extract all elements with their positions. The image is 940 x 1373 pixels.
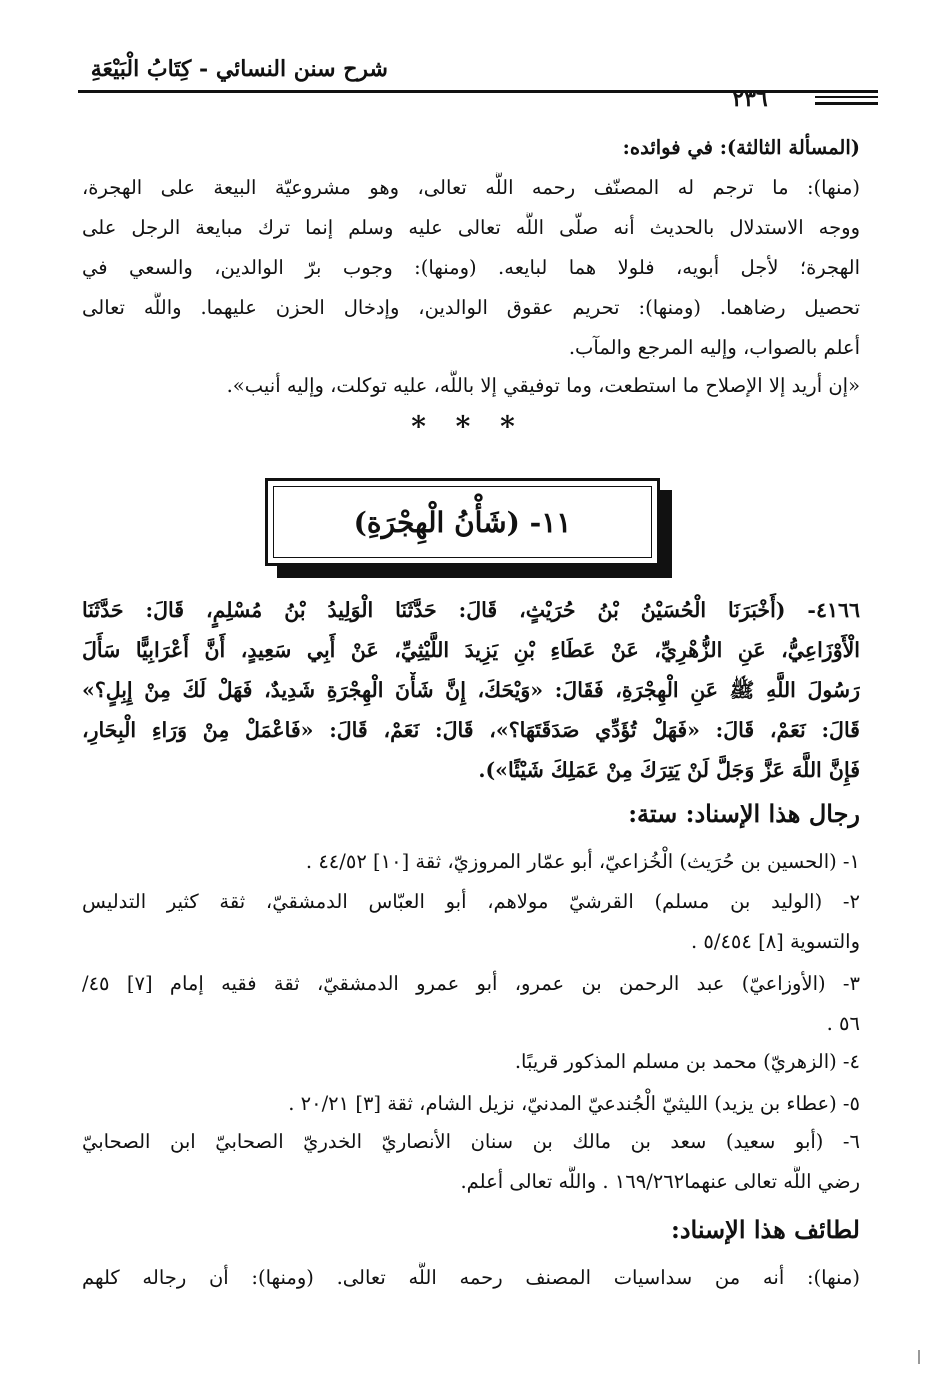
narrators-heading: رجال هذا الإسناد: ستة: (628, 799, 860, 828)
paragraph-line: تحصيل رضاهما. (ومنها): تحريم عقوق الوالدين، وإدخال الحزن عليهما. واللَّه تعالى (82, 296, 860, 319)
header-rule-short (815, 96, 878, 98)
narrator-entry: ٦- (أبو سعيد) سعد بن مالك بن سنان الأنصاريّ الخدريّ الصحابيّ ابن الصحابيّ (82, 1130, 860, 1153)
closing-quote: «إن أريد إلا الإصلاح ما استطعت، وما توفيقي إلا باللَّه، عليه توكلت، وإليه أنيب». (226, 374, 860, 397)
section-separator: * * * (411, 410, 525, 443)
hadith-line: فَإِنَّ اللَّهَ عَزَّ وَجَلَّ لَنْ يَتِرَكَ مِنْ عَمَلِكَ شَيْئًا»). (478, 758, 860, 782)
running-title: شرح سنن النسائي - كِتَابُ الْبَيْعَةِ (90, 56, 388, 82)
hadith-line: الْأَوْزَاعِيُّ، عَنِ الزُّهْرِيِّ، عَنْ عَطَاءِ بْنِ يَزِيدَ اللَّيْثِيِّ، عَنْ أَبِي سَعِيدٍ، أَنَّ أَعْرَابِيًّا سَأَلَ (82, 638, 860, 662)
hadith-line: رَسُولَ اللَّهِ ﷺ عَنِ الْهِجْرَةِ، فَقَالَ: «وَيْحَكَ، إِنَّ شَأْنَ الْهِجْرَةِ شَدِيدٌ، فَهَلْ لَكَ مِنْ إِبِلٍ؟» (82, 678, 860, 702)
narrator-entry: ٤- (الزهريّ) محمد بن مسلم المذكور قريبًا. (514, 1050, 860, 1073)
narrator-entry-cont: رضي اللَّه تعالى عنهما١٦٩/٢٦٢ . واللَّه تعالى أعلم. (460, 1170, 860, 1193)
subtleties-heading: لطائف هذا الإسناد: (670, 1215, 860, 1244)
narrator-entry-cont: ٥٦ . (826, 1012, 860, 1035)
paragraph-line: أعلم بالصواب، وإليه المرجع والمآب. (568, 336, 860, 359)
narrator-entry: ٥- (عطاء بن يزيد) الليثيّ الْجُندعيّ المدنيّ، نزيل الشام، ثقة [٣] ٢٠/٢١ . (288, 1092, 860, 1115)
page-number: ٢٣٦ (732, 86, 768, 112)
hadith-line: ٤١٦٦- (أَخْبَرَنَا الْحُسَيْنُ بْنُ حُرَيْثٍ، قَالَ: حَدَّثَنَا الْوَلِيدُ بْنُ مُسْلِمٍ، قَالَ: حَدَّثَنَا (82, 598, 860, 622)
scan-mark (918, 1350, 920, 1364)
header-rule-short (815, 102, 878, 105)
hadith-line: قَالَ: نَعَمْ، قَالَ: «فَهَلْ تُؤَدِّي صَدَقَتَهَا؟»، قَالَ: نَعَمْ، قَالَ: «فَاعْمَلْ مِنْ وَرَاءِ الْبِحَارِ، (82, 718, 860, 742)
paragraph-line: (منها): ما ترجم له المصنّف رحمه اللَّه تعالى، وهو مشروعيّة البيعة على الهجرة، (82, 176, 860, 199)
narrator-entry: ١- (الحسين بن حُرَيث) الْخُزاعيّ، أبو عمّار المروزيّ، ثقة [١٠] ٤٤/٥٢ . (305, 850, 860, 873)
narrator-entry-cont: والتسوية [٨] ٥/٤٥٤ . (691, 930, 860, 953)
paragraph-line: ووجه الاستدلال بالحديث أنه صلّى اللَّه تعالى عليه وسلم إنما ترك مبايعة الرجل على (82, 216, 860, 239)
chapter-title: ١١- (شَأْنُ الْهِجْرَةِ) (353, 505, 572, 539)
narrator-entry: ٢- (الوليد بن مسلم) القرشيّ مولاهم، أبو العبّاس الدمشقيّ، ثقة كثير التدليس (82, 890, 860, 913)
section-heading: (المسألة الثالثة): في فوائده: (622, 136, 860, 159)
paragraph-line: (منها): أنه من سداسيات المصنف رحمه اللَّه تعالى. (ومنها): أن رجاله كلهم (82, 1266, 860, 1289)
narrator-entry: ٣- (الأوزاعيّ) عبد الرحمن بن عمرو، أبو عمرو الدمشقيّ، ثقة فقيه إمام [٧] ٤٥/ (82, 972, 860, 995)
chapter-title-box (265, 478, 660, 566)
paragraph-line: الهجرة؛ لأجل أبويه، فلولا هما لبايعه. (ومنها): وجوب برّ الوالدين، والسعي في (82, 256, 860, 279)
